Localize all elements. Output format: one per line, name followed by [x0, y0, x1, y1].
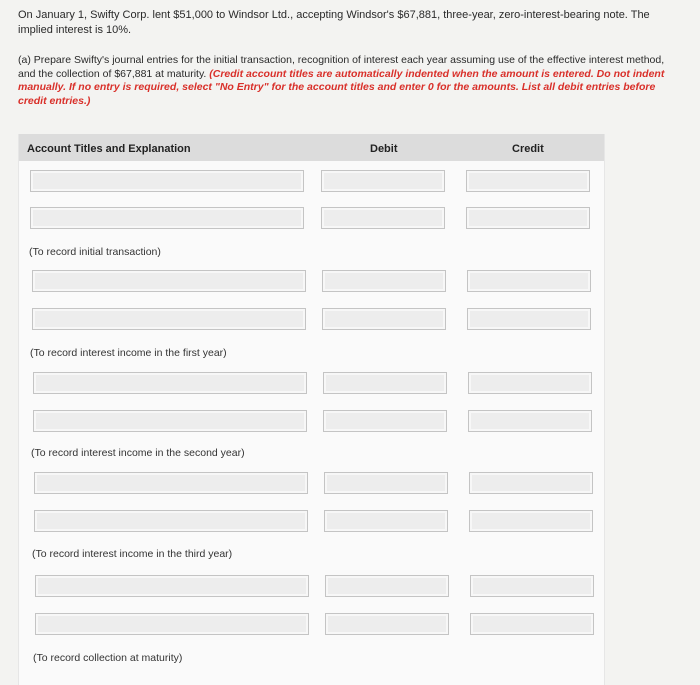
table-header	[19, 134, 604, 161]
entry5-line1-account-field[interactable]	[35, 575, 309, 597]
entry5-line1-credit-field[interactable]	[470, 575, 594, 597]
entry5-line2-account-field[interactable]	[35, 613, 309, 635]
account-titles-header: Account Titles and Explanation	[27, 143, 191, 155]
instructions-main: (a) Prepare Swifty's journal entries for the initial transaction, recognition of interest each year assuming use of the effective interest method, and the collection of $67,881 at maturity.	[18, 54, 665, 80]
entry2-line1-credit-field[interactable]	[467, 270, 591, 292]
entry4-line2-debit-field[interactable]	[324, 510, 448, 532]
entry3-line2-debit-field[interactable]	[323, 410, 447, 432]
entry1-caption: (To record initial transaction)	[29, 246, 161, 258]
instructions-note: (Credit account titles are automatically indented when the amount is entered. Do not indent manually. If no entry is required, select "No Entry" for the account titles and enter 0 for the amounts. List all debit entries before credit entries.)	[18, 67, 665, 107]
entry4-line1-credit-field[interactable]	[469, 472, 593, 494]
entry2-caption: (To record interest income in the first year)	[30, 347, 227, 359]
entry4-line2-credit-field[interactable]	[469, 510, 593, 532]
entry3-line1-credit-field[interactable]	[468, 372, 592, 394]
debit-header: Debit	[370, 143, 398, 155]
entry3-caption: (To record interest income in the second year)	[31, 447, 245, 459]
problem-statement: On January 1, Swifty Corp. lent $51,000 to Windsor Ltd., accepting Windsor's $67,881, three-year, zero-interest-bearing note. The implied interest is 10%.	[18, 9, 650, 36]
entry4-line1-debit-field[interactable]	[324, 472, 448, 494]
entry2-line2-debit-field[interactable]	[322, 308, 446, 330]
credit-header: Credit	[512, 143, 544, 155]
entry3-line1-debit-field[interactable]	[323, 372, 447, 394]
entry2-line2-account-field[interactable]	[32, 308, 306, 330]
instructions	[18, 54, 680, 108]
entry3-line2-account-field[interactable]	[33, 410, 307, 432]
entry3-line1-account-field[interactable]	[33, 372, 307, 394]
entry1-line2-debit-field[interactable]	[321, 207, 445, 229]
entry5-line2-credit-field[interactable]	[470, 613, 594, 635]
entry1-line1-account-field[interactable]	[30, 170, 304, 192]
entry4-line1-account-field[interactable]	[34, 472, 308, 494]
entry1-line1-debit-field[interactable]	[321, 170, 445, 192]
entry1-line1-credit-field[interactable]	[466, 170, 590, 192]
journal-entry-table	[18, 134, 605, 685]
entry4-caption: (To record interest income in the third year)	[32, 548, 233, 560]
entry5-line1-debit-field[interactable]	[325, 575, 449, 597]
entry2-line2-credit-field[interactable]	[467, 308, 591, 330]
entry5-caption: (To record collection at maturity)	[33, 652, 183, 664]
entry4-line2-account-field[interactable]	[34, 510, 308, 532]
entry3-line2-credit-field[interactable]	[468, 410, 592, 432]
entry2-line1-debit-field[interactable]	[322, 270, 446, 292]
entry5-line2-debit-field[interactable]	[325, 613, 449, 635]
entry1-line2-credit-field[interactable]	[466, 207, 590, 229]
entry2-line1-account-field[interactable]	[32, 270, 306, 292]
entry1-line2-account-field[interactable]	[30, 207, 304, 229]
